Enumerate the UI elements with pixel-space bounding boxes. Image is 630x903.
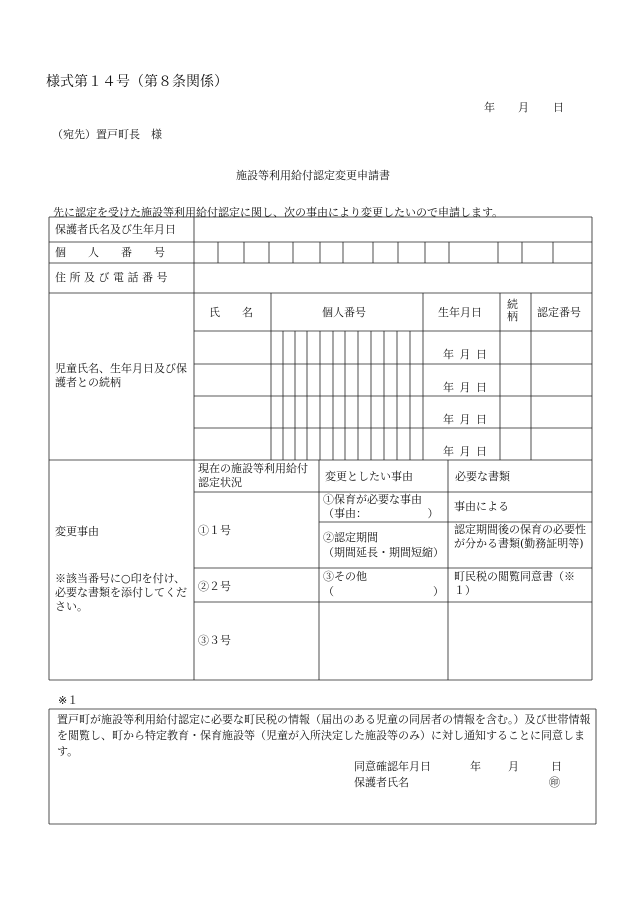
- doc-2: 認定期間後の保育の必要性が分かる書類(勤務証明等): [454, 523, 586, 550]
- reason-option-1[interactable]: ①保育が必要な事由: [323, 493, 422, 506]
- address-phone-field[interactable]: [196, 265, 590, 291]
- children-label: 児童氏名、生年月日及び保護者との続柄: [55, 362, 187, 389]
- date-day-label: 日: [553, 101, 564, 114]
- change-note: ※該当番号に○印を付け、必要な書類を添付してください。: [55, 572, 187, 613]
- doc-3: 町民税の閲覧同意書（※１）: [454, 570, 575, 597]
- addressee: （宛先）置戸町長 様: [52, 128, 162, 141]
- date-year-label: 年: [484, 101, 495, 114]
- reason-option-3-detail[interactable]: （ ）: [323, 585, 444, 598]
- child-birthdate-header: 生年月日: [438, 306, 482, 319]
- child-relation-header: 続柄: [507, 298, 518, 323]
- doc-1: 事由による: [454, 500, 509, 513]
- date-month-label: 月: [518, 101, 529, 114]
- consent-date-month: 月: [508, 760, 519, 773]
- seal-mark: ㊞: [549, 776, 560, 789]
- docs-header: 必要な書類: [455, 470, 510, 483]
- consent-date-year: 年: [470, 760, 481, 773]
- guardian-name-field[interactable]: [196, 219, 590, 240]
- guardian-name-label: 保護者氏名及び生年月日: [55, 223, 176, 236]
- personal-number-label: 個 人 番 号: [55, 246, 165, 259]
- child-name-header: 氏 名: [209, 306, 253, 319]
- form-number: 様式第１４号（第８条関係）: [46, 74, 228, 90]
- consent-text: 置戸町が施設等利用給付認定に必要な町民税の情報（届出のある児童の同居者の情報を含む。）及び世帯情報を閲覧し、町から特定教育・保育施設等（児童が入所決定した施設等のみ）に対し通知することに同意します。: [57, 713, 591, 758]
- change-reason-label: 変更事由: [55, 525, 99, 538]
- reason-option-2[interactable]: ②認定期間: [323, 531, 378, 544]
- child-cert-header: 認定番号: [537, 306, 581, 319]
- reason-option-1-detail[interactable]: （事由： ）: [323, 507, 439, 520]
- intro-text: 先に認定を受けた施設等利用給付認定に関し、次の事由により変更したいので申請します。: [53, 206, 504, 219]
- consent-note-mark: ※１: [58, 694, 79, 707]
- consent-date-label: 同意確認年月日: [354, 760, 431, 773]
- child-birthdate-4[interactable]: 年 月 日: [443, 445, 487, 458]
- personal-number-field[interactable]: [196, 244, 590, 261]
- consent-date-day: 日: [551, 760, 562, 773]
- form-title: 施設等利用給付認定変更申請書: [236, 169, 390, 182]
- child-number-header: 個人番号: [322, 306, 366, 319]
- status-option-3[interactable]: ③３号: [198, 634, 231, 647]
- status-option-2[interactable]: ②２号: [198, 580, 231, 593]
- consent-guardian-label: 保護者氏名: [354, 776, 409, 789]
- reason-option-2-detail[interactable]: （期間延長・期間短縮）: [323, 546, 444, 559]
- child-birthdate-3[interactable]: 年 月 日: [443, 413, 487, 426]
- address-phone-label: 住 所 及 び 電 話 番 号: [55, 271, 168, 284]
- status-option-1[interactable]: ①１号: [198, 524, 231, 537]
- reason-option-3[interactable]: ③その他: [323, 570, 367, 583]
- child-birthdate-2[interactable]: 年 月 日: [443, 381, 487, 394]
- child-birthdate-1[interactable]: 年 月 日: [443, 348, 487, 361]
- current-status-header: 現在の施設等利用給付認定状況: [198, 462, 308, 489]
- reason-header: 変更としたい事由: [325, 470, 413, 483]
